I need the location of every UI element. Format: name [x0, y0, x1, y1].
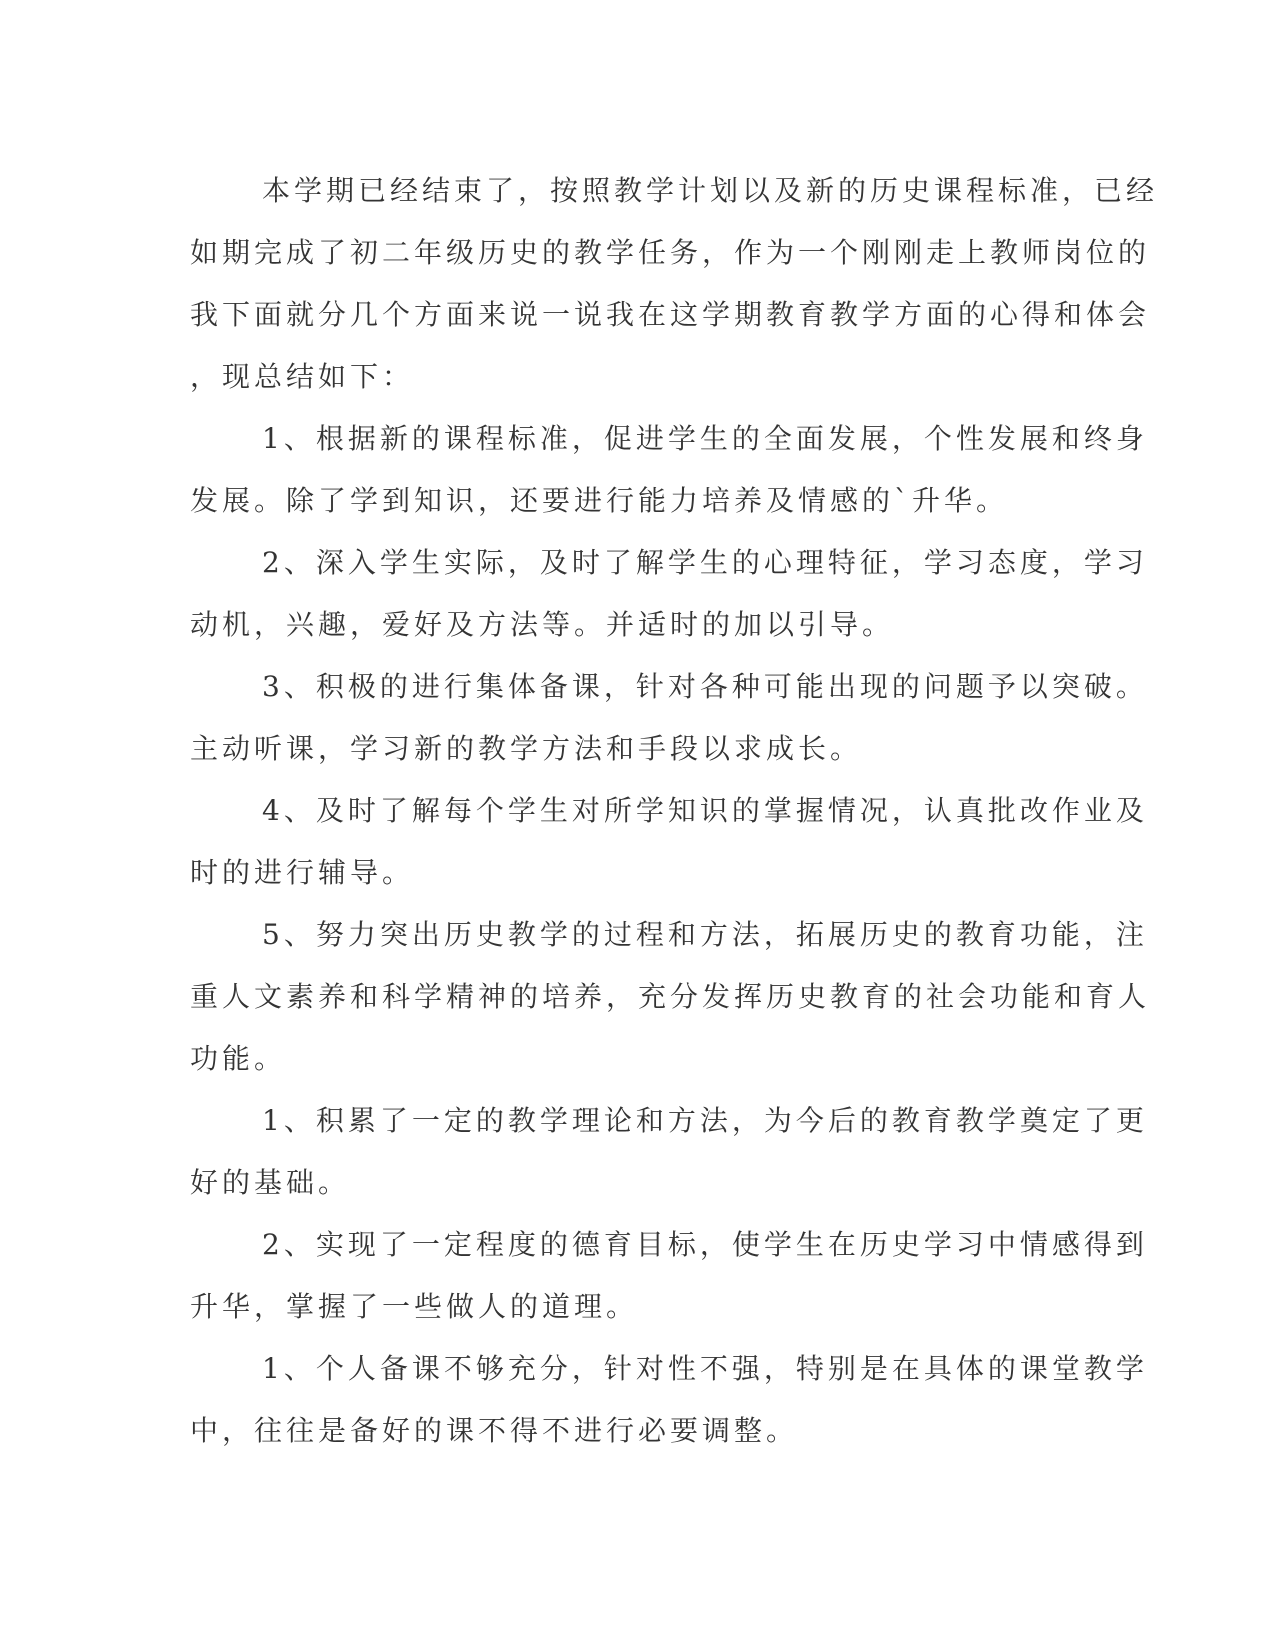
document-body	[190, 160, 1159, 1462]
item-1-line-2: 发展。除了学到知识，还要进行能力培养及情感的`升华。	[190, 484, 1009, 517]
item-3-line-2: 主动听课，学习新的教学方法和手段以求成长。	[190, 732, 863, 765]
result-2-line-1: 2、实现了一定程度的德育目标，使学生在历史学习中情感得到	[262, 1228, 1148, 1261]
paragraph-intro-line-2: 如期完成了初二年级历史的教学任务，作为一个刚刚走上教师岗位的	[190, 236, 1151, 269]
item-1-line-1: 1、根据新的课程标准，促进学生的全面发展，个性发展和终身	[262, 422, 1148, 455]
paragraph-intro-line-4: ，现总结如下：	[190, 360, 415, 393]
item-2-line-1: 2、深入学生实际，及时了解学生的心理特征，学习态度，学习	[262, 546, 1148, 579]
item-4-line-1: 4、及时了解每个学生对所学知识的掌握情况，认真批改作业及	[262, 794, 1148, 827]
result-2-line-2: 升华，掌握了一些做人的道理。	[190, 1290, 639, 1323]
paragraph-intro-line-3: 我下面就分几个方面来说一说我在这学期教育教学方面的心得和体会	[190, 298, 1151, 331]
item-3-line-1: 3、积极的进行集体备课，针对各种可能出现的问题予以突破。	[262, 670, 1148, 703]
item-5-line-1: 5、努力突出历史教学的过程和方法，拓展历史的教育功能，注	[262, 918, 1148, 951]
result-1-line-2: 好的基础。	[190, 1166, 351, 1199]
paragraph-intro-line-1: 本学期已经结束了，按照教学计划以及新的历史课程标准，已经	[262, 174, 1159, 207]
item-5-line-2: 重人文素养和科学精神的培养，充分发挥历史教育的社会功能和育人	[190, 980, 1151, 1013]
item-4-line-2: 时的进行辅导。	[190, 856, 415, 889]
item-5-line-3: 功能。	[190, 1042, 287, 1075]
issue-1-line-2: 中，往往是备好的课不得不进行必要调整。	[190, 1414, 799, 1447]
result-1-line-1: 1、积累了一定的教学理论和方法，为今后的教育教学奠定了更	[262, 1104, 1148, 1137]
issue-1-line-1: 1、个人备课不够充分，针对性不强，特别是在具体的课堂教学	[262, 1352, 1148, 1385]
item-2-line-2: 动机，兴趣，爱好及方法等。并适时的加以引导。	[190, 608, 895, 641]
